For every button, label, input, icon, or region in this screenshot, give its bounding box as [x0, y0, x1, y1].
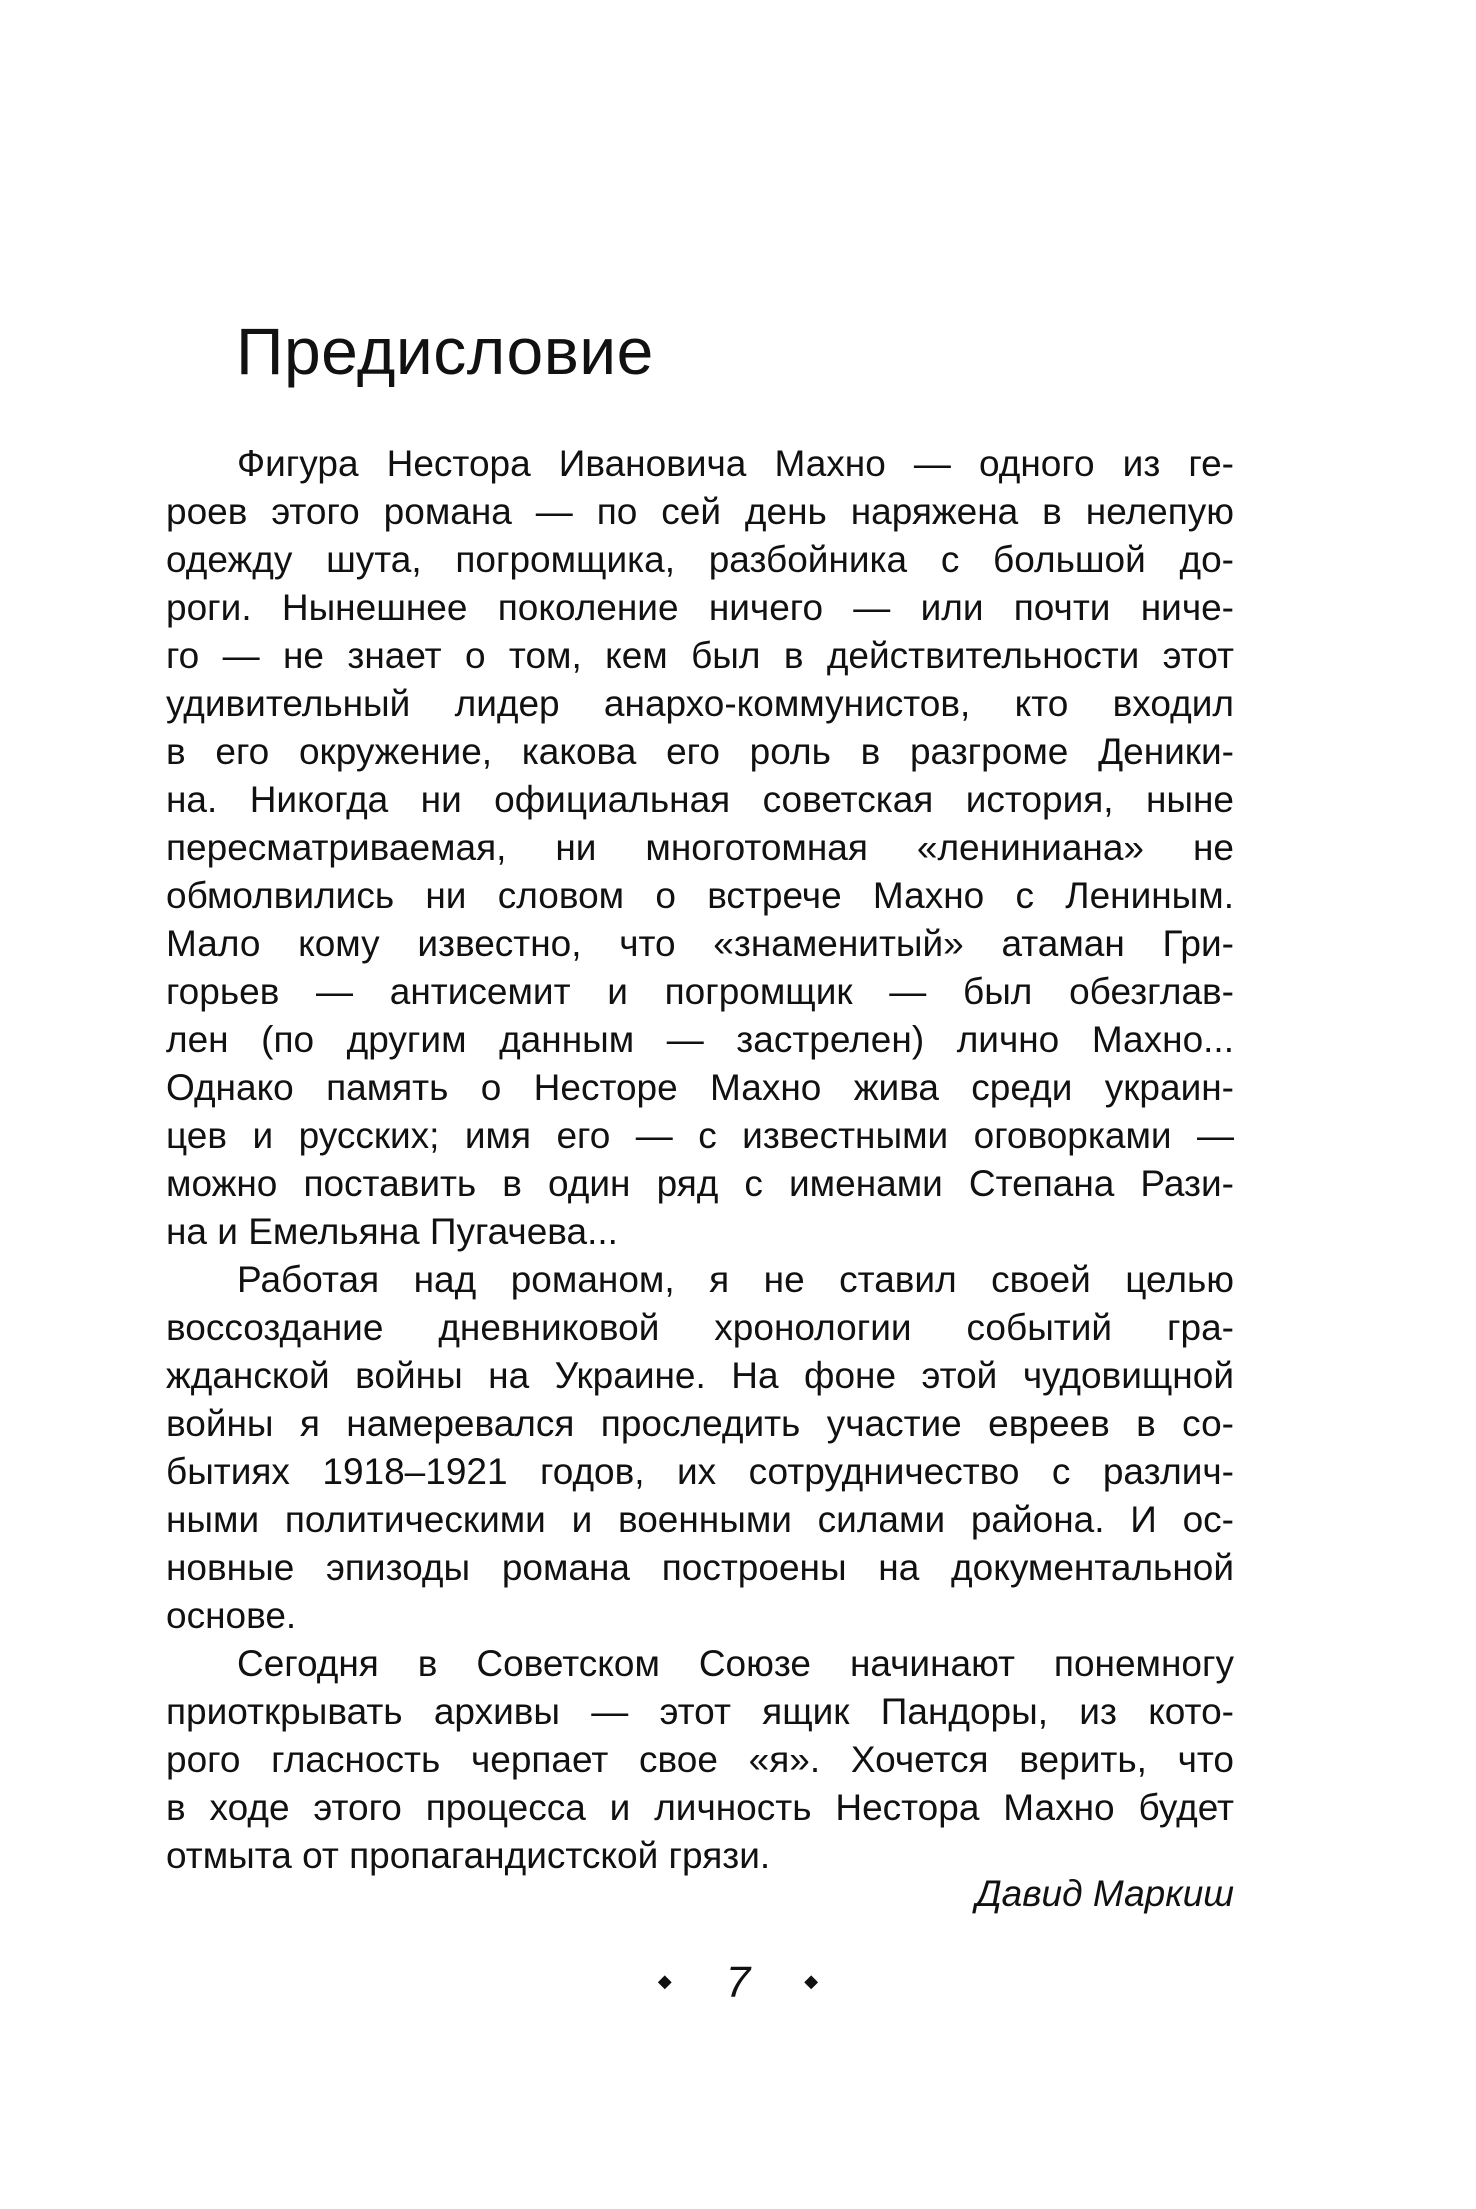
paragraph-2 [166, 1256, 1234, 1640]
diamond-ornament-icon: ◆ [657, 1971, 672, 1992]
text-line: можно поставить в один ряд с именами Степана Рази- [166, 1163, 1234, 1204]
text-line: удивительный лидер анархо-коммунистов, кто входил [166, 683, 1234, 724]
text-line: жданской войны на Украине. На фоне этой чудовищной [166, 1355, 1234, 1396]
text-line: в его окружение, какова его роль в разгроме Деники- [166, 731, 1234, 772]
text-line: Фигура Нестора Ивановича Махно — одного из ге- [237, 443, 1234, 484]
text-line: цев и русских; имя его — с известными оговорками — [166, 1115, 1234, 1156]
text-line: одежду шута, погромщика, разбойника с большой до- [166, 539, 1234, 580]
page-number: 7 [725, 1958, 751, 2007]
text-line: Сегодня в Советском Союзе начинают понемногу [237, 1643, 1234, 1684]
text-line: Однако память о Несторе Махно жива среди украин- [166, 1067, 1234, 1108]
text-line: го — не знает о том, кем был в действительности этот [166, 635, 1234, 676]
text-line: войны я намеревался проследить участие евреев в со- [166, 1403, 1234, 1444]
text-line: рого гласность черпает свое «я». Хочется верить, что [166, 1739, 1234, 1780]
text-line: в ходе этого процесса и личность Нестора Махно будет [166, 1787, 1234, 1828]
page-footer [0, 1955, 1476, 2013]
text-line: ными политическими и военными силами района. И ос- [166, 1499, 1234, 1540]
text-line: на и Емельяна Пугачева... [166, 1211, 618, 1252]
text-line: Работая над романом, я не ставил своей целью [237, 1259, 1234, 1300]
text-line: лен (по другим данным — застрелен) лично Махно... [166, 1019, 1234, 1060]
paragraph-1 [166, 440, 1234, 1256]
text-line: роги. Нынешнее поколение ничего — или почти ниче- [166, 587, 1234, 628]
page-title: Предисловие [236, 314, 654, 388]
text-line: горьев — антисемит и погромщик — был обезглав- [166, 971, 1234, 1012]
text-line: воссоздание дневниковой хронологии событий гра- [166, 1307, 1234, 1348]
text-line: обмолвились ни словом о встрече Махно с Лениным. [166, 875, 1234, 916]
text-line: роев этого романа — по сей день наряжена в нелепую [166, 491, 1234, 532]
author-signature: Давид Маркиш [975, 1873, 1234, 1914]
text-line: бытиях 1918–1921 годов, их сотрудничество с различ- [166, 1451, 1234, 1492]
preface-text [166, 440, 1234, 1880]
text-line: пересматриваемая, ни многотомная «лениниана» не [166, 827, 1234, 868]
text-line: отмыта от пропагандистской грязи. [166, 1835, 771, 1876]
paragraph-3 [166, 1640, 1234, 1880]
text-line: приоткрывать архивы — этот ящик Пандоры, из кото- [166, 1691, 1234, 1732]
text-line: новные эпизоды романа построены на документальной [166, 1547, 1234, 1588]
text-line: основе. [166, 1595, 297, 1636]
text-line: на. Никогда ни официальная советская история, ныне [166, 779, 1234, 820]
diamond-ornament-icon: ◆ [804, 1971, 819, 1992]
text-line: Мало кому известно, что «знаменитый» атаман Гри- [166, 923, 1234, 964]
